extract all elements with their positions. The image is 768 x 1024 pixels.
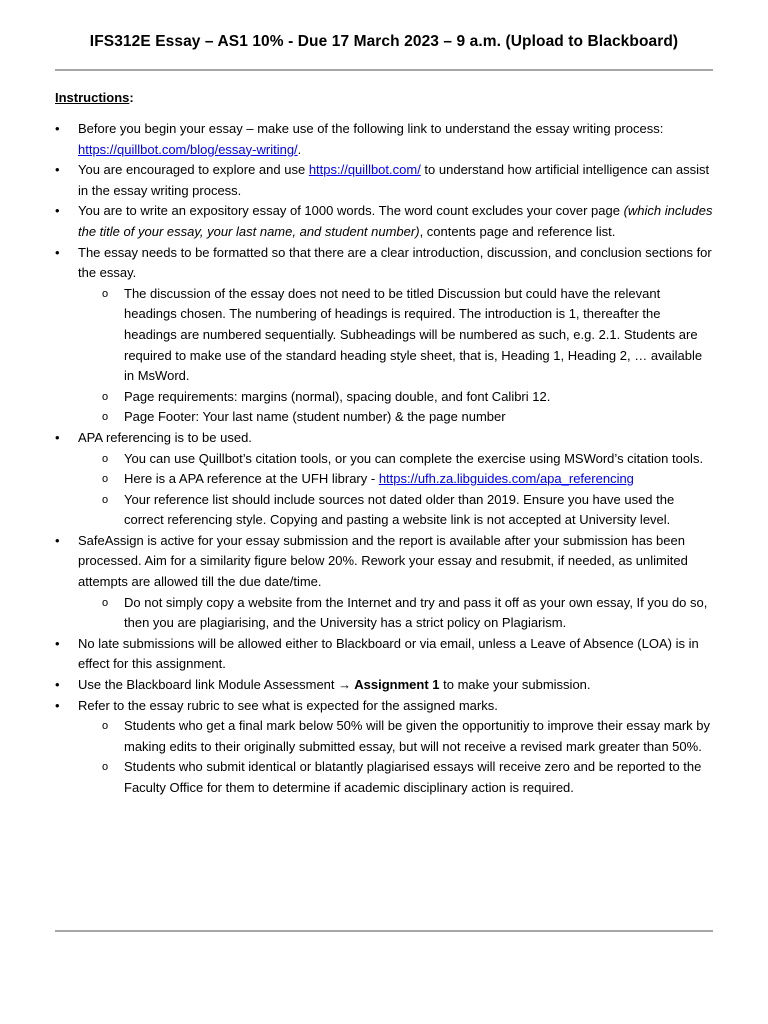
- ufh-apa-link[interactable]: https://ufh.za.libguides.com/apa_referencing: [378, 471, 634, 487]
- sub-item-citation-tools: o You can use Quillbot’s citation tools, or you can complete the exercise using MSWord’s citation tools.: [124, 449, 715, 470]
- instructions-label: Instructions: [55, 90, 130, 105]
- item-text: Refer to the essay rubric to see what is expected for the assigned marks.: [78, 697, 498, 713]
- sub-item-ufh-library: [124, 469, 715, 490]
- sub-item-plagiarism: o Do not simply copy a website from the Internet and try and pass it off as your own essay, If you do so, then you are plagiarising, and the University has a strict policy on Plagiarism.: [124, 593, 715, 634]
- apa-sublist: [78, 449, 715, 531]
- instructions-colon: :: [129, 90, 134, 105]
- sub-item-page-requirements: o Page requirements: margins (normal), spacing double, and font Calibri 12.: [124, 387, 715, 408]
- rubric-sublist: [78, 716, 715, 798]
- item-text: You are encouraged to explore and use: [78, 162, 309, 178]
- instructions-list: [55, 119, 715, 799]
- list-item-blackboard: [55, 675, 715, 696]
- instructions-heading: [55, 88, 134, 109]
- item-text: Here is a APA reference at the UFH library -: [124, 471, 379, 487]
- list-item-rubric: [55, 696, 715, 799]
- list-item-apa: [55, 428, 715, 531]
- item-text: The essay needs to be formatted so that there are a clear introduction, discussion, and conclusion sections for the essay.: [78, 244, 712, 281]
- list-item-word-count: [55, 201, 715, 242]
- list-item-late-submissions: • No late submissions will be allowed either to Blackboard or via email, unless a Leave of Absence (LOA) is in effect for this assignment.: [55, 634, 715, 675]
- bottom-divider: [55, 930, 713, 932]
- list-item-safeassign: [55, 531, 715, 634]
- item-text-end: to understand how artificial intelligence can assist in the essay writing process.: [78, 162, 710, 198]
- item-text-end: to make your submission.: [439, 677, 591, 693]
- top-divider: [55, 69, 713, 71]
- page-title: IFS312E Essay – AS1 10% - Due 17 March 2023 – 9 a.m. (Upload to Blackboard): [89, 33, 679, 50]
- sub-item-page-footer: o Page Footer: Your last name (student number) & the page number: [124, 407, 715, 428]
- sub-item-resubmit: o Students who get a final mark below 50% will be given the opportunitiy to improve their essay mark by making edits to their originally submitted essay, but will not receive a revised mark greater than 50%.: [124, 716, 715, 757]
- list-item-quillbot: [55, 160, 715, 201]
- item-text-italic: (which includes the title of your essay, your last name, and student number): [78, 203, 713, 239]
- sub-item-identical-essays: o Students who submit identical or blatantly plagiarised essays will receive zero and be reported to the Faculty Office for them to determine if academic disciplinary action is required.: [124, 757, 715, 798]
- item-text: Before you begin your essay – make use of the following link to understand the essay writing process:: [78, 121, 664, 136]
- arrow-right-icon: →: [338, 677, 352, 693]
- item-text: SafeAssign is active for your essay submission and the report is available after your submission has been processed. Aim for a similarity figure below 20%. Rework your essay and resubmit, if needed, as unlimited attempts are allowed till the due date/time.: [78, 532, 688, 590]
- essay-writing-link[interactable]: https://quillbot.com/blog/essay-writing/: [78, 141, 298, 157]
- list-item-formatting: [55, 243, 715, 428]
- item-text: Use the Blackboard link Module Assessment: [78, 677, 339, 693]
- sub-item-headings: o The discussion of the essay does not need to be titled Discussion but could have the relevant headings chosen. The numbering of headings is required. The introduction is 1, thereafter the headings are numbered sequentially. Subheadings will be numbered as such, e.g. 2.1. Students are required to make use of the standard heading style sheet, that is, Heading 1, Heading 2, … available in MsWord.: [124, 284, 715, 387]
- quillbot-link[interactable]: https://quillbot.com/: [308, 162, 421, 178]
- item-text: You are to write an expository essay of 1000 words. The word count excludes your cover page: [78, 203, 624, 219]
- safeassign-sublist: [78, 593, 715, 634]
- sub-item-reference-list: o Your reference list should include sources not dated older than 2019. Ensure you have used the correct referencing style. Copying and pasting a website link is not accepted at University level.: [124, 490, 715, 531]
- list-item-essay-process: [55, 119, 715, 160]
- item-text-end: , contents page and reference list.: [419, 223, 616, 239]
- formatting-sublist: [78, 284, 715, 428]
- instructions-list-container: [55, 119, 715, 799]
- item-text: APA referencing is to be used.: [78, 429, 252, 445]
- assignment-label: Assignment 1: [351, 677, 440, 693]
- item-text-end: .: [297, 141, 302, 157]
